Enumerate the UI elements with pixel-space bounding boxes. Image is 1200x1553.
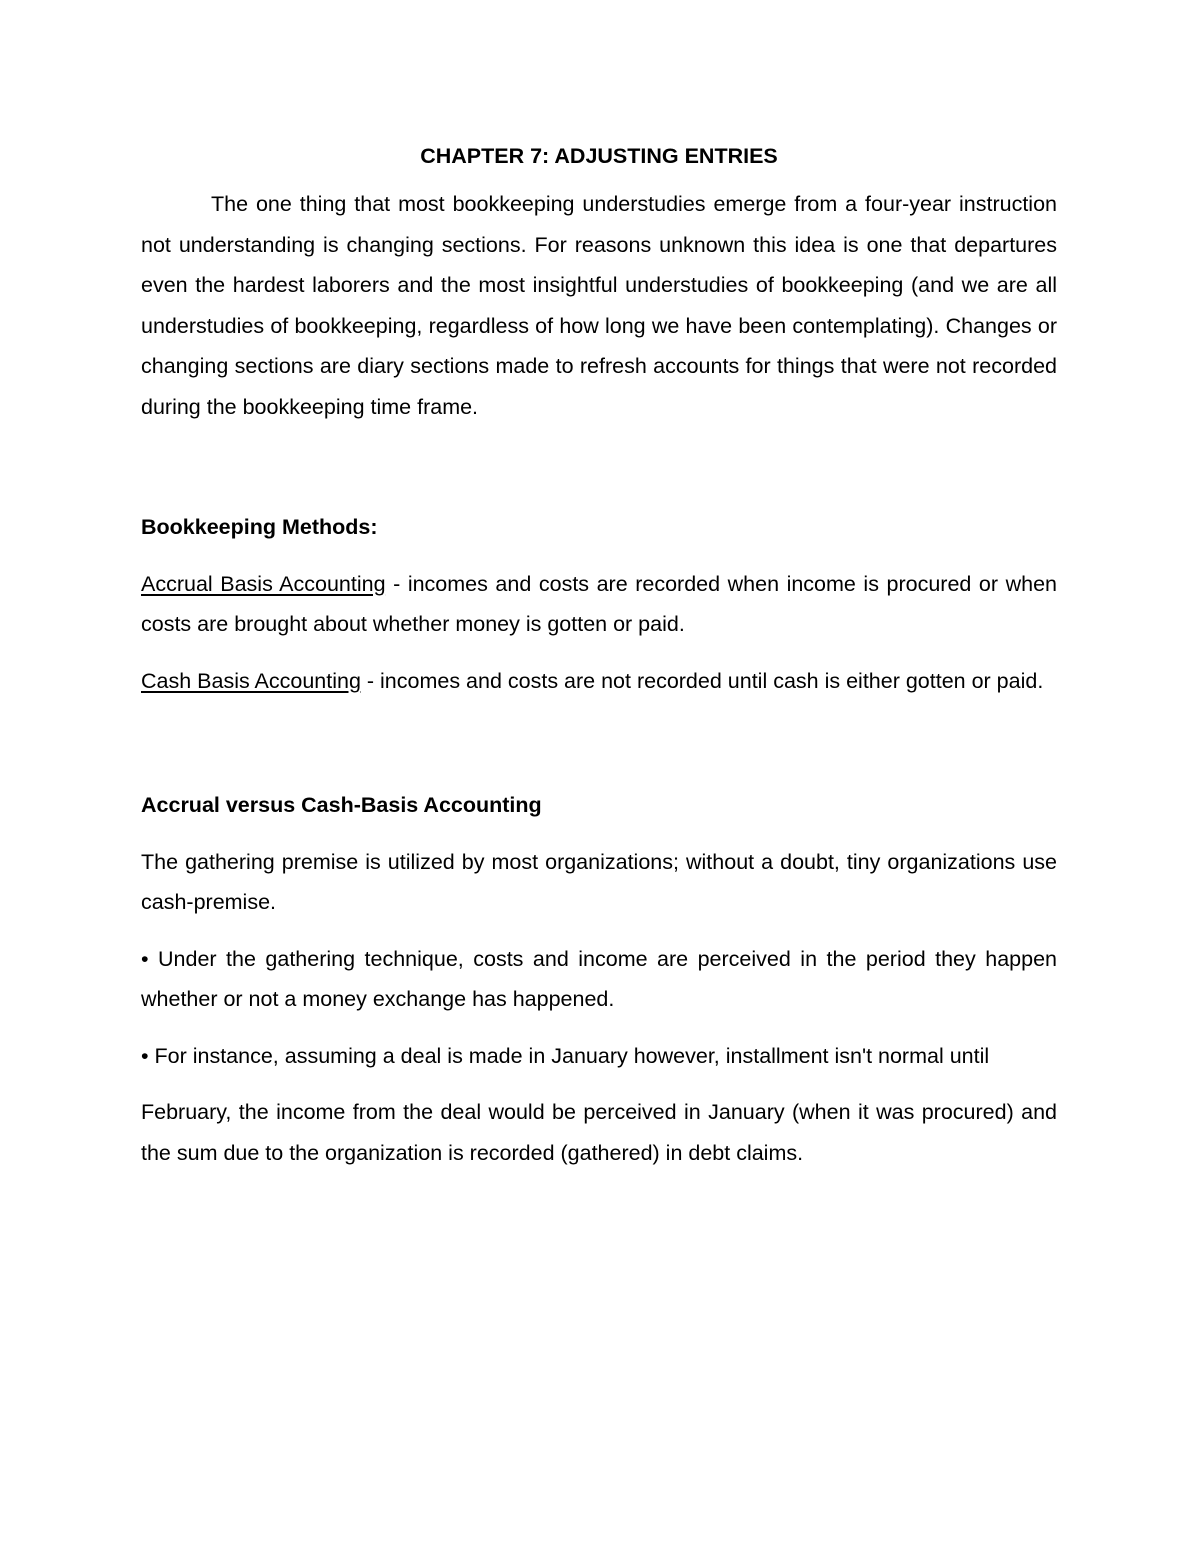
comparison-bullet-1: • Under the gathering technique, costs and income are perceived in the period they happen whether or not a money exchange has happened. xyxy=(141,946,1057,1011)
spacer xyxy=(141,1076,1057,1092)
spacer xyxy=(141,427,1057,507)
spacer xyxy=(141,923,1057,939)
cash-definition xyxy=(141,661,1057,702)
comparison-paragraph-1: The gathering premise is utilized by most organizations; without a doubt, tiny organizations use cash-premise. xyxy=(141,849,1057,914)
cash-term: Cash Basis Accounting xyxy=(141,668,361,693)
cash-definition-text: - incomes and costs are not recorded until cash is either gotten or paid. xyxy=(360,668,1044,693)
spacer xyxy=(141,645,1057,661)
comparison-paragraph-2: February, the income from the deal would be perceived in January (when it was procured) and the sum due to the organization is recorded (gathered) in debt claims. xyxy=(141,1100,1057,1165)
accrual-definition xyxy=(141,564,1057,645)
comparison-bullet-2: • For instance, assuming a deal is made in January however, installment isn't normal until xyxy=(141,1043,990,1068)
accrual-definition-text: - incomes and costs are recorded when income is procured or when costs are brought about whether money is gotten or paid. xyxy=(141,571,1057,636)
intro-paragraph: The one thing that most bookkeeping understudies emerge from a four-year instruction not understanding is changing sections. For reasons unknown this idea is one that departures even the hardest laborers and the most insightful understudies of bookkeeping (and we are all understudies of bookkeeping, regardless of how long we have been contemplating). Changes or changing sections are diary sections made to refresh accounts for things that were not recorded during the bookkeeping time frame. xyxy=(141,192,1057,419)
comparison-heading: Accrual versus Cash-Basis Accounting xyxy=(141,793,542,817)
page-title: CHAPTER 7: ADJUSTING ENTRIES xyxy=(420,144,778,168)
accrual-term: Accrual Basis Accounting xyxy=(141,571,386,596)
spacer xyxy=(141,548,1057,564)
spacer xyxy=(141,701,1057,785)
methods-heading: Bookkeeping Methods: xyxy=(141,515,378,539)
spacer xyxy=(141,826,1057,842)
document-page xyxy=(141,140,1057,1173)
spacer xyxy=(141,1020,1057,1036)
